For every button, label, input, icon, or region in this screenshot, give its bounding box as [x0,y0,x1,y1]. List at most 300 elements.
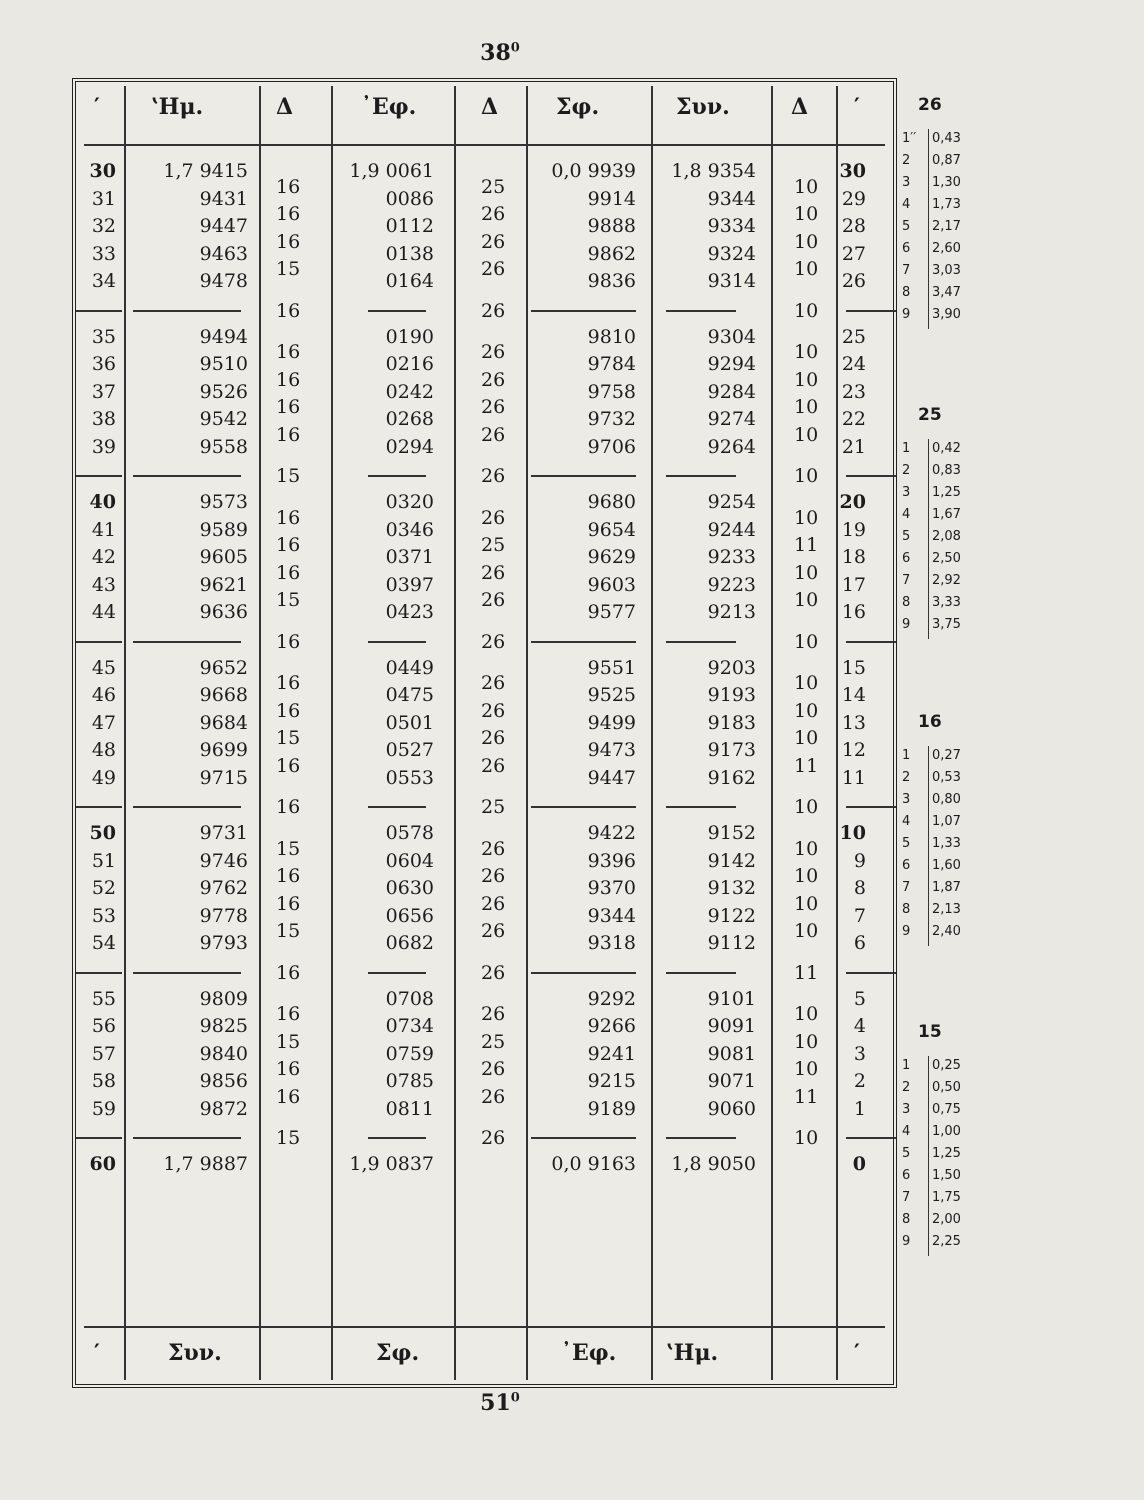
table-cell: 9304 [707,325,756,348]
minute-label-right: 10 [839,822,866,844]
pp-index: 2 [902,770,911,785]
minute-label-right: 24 [841,353,866,375]
pp-value: 0,43 [932,131,961,146]
table-cell: 9233 [707,546,756,568]
table-cell: 9422 [587,822,636,844]
pp-index: 7 [902,263,911,278]
group-separator [133,310,241,312]
group-separator [368,641,426,643]
difference-value: 16 [276,396,301,419]
difference-value: 16 [276,1058,301,1081]
difference-value: 10 [794,423,819,446]
difference-value: 26 [481,1003,506,1026]
pp-value: 0,80 [932,792,961,807]
column-footer: Σφ. [376,1340,420,1366]
table-cell: 1,7 9887 [163,1153,248,1175]
pp-index: 3 [902,1102,911,1117]
pp-value: 2,92 [932,573,961,588]
minute-label: 41 [91,518,116,541]
minute-label-right: 29 [841,187,866,210]
pp-table-head: 25 [918,405,942,425]
difference-value: 26 [481,837,506,860]
minute-label-right: 11 [841,766,866,789]
pp-divider [928,1056,929,1256]
minute-label-right: 25 [841,325,866,348]
table-cell: 0242 [385,380,434,403]
table-cell: 9473 [587,739,636,761]
difference-value: 25 [481,175,506,198]
table-cell: 9122 [707,904,756,927]
pp-value: 0,75 [932,1102,961,1117]
table-cell: 9060 [707,1097,756,1120]
group-separator [846,310,896,312]
group-separator [531,641,636,643]
difference-value: 10 [794,1058,819,1081]
difference-value: 10 [794,865,819,888]
group-separator [666,310,736,312]
difference-value: 15 [276,258,301,281]
table-cell: 9203 [707,656,756,679]
table-cell: 0759 [385,1042,434,1065]
table-cell: 9758 [587,380,636,403]
pp-index: 9 [902,307,911,322]
difference-value: 16 [276,796,301,819]
minute-label-right: 17 [841,573,866,596]
pp-value: 2,13 [932,902,961,917]
table-cell: 9684 [199,711,248,734]
table-cell: 9589 [199,518,248,541]
difference-value: 16 [276,341,301,364]
difference-value: 26 [481,258,506,281]
minute-label: 44 [91,601,116,623]
group-separator [666,972,736,974]
difference-value: 26 [481,630,506,653]
minute-label: 57 [91,1042,116,1065]
minute-label-right: 7 [853,904,866,927]
column-header: ᾽Εφ. [361,94,417,120]
difference-value: 16 [276,961,301,984]
pp-value: 1,67 [932,507,961,522]
footer-divider [84,1326,885,1328]
difference-value: 10 [794,506,819,529]
table-cell: 9213 [707,601,756,623]
difference-value: 16 [276,203,301,226]
minute-label-right: 2 [853,1070,866,1092]
pp-index: 9 [902,617,911,632]
minute-label-right: 20 [839,491,866,513]
group-separator [76,1137,122,1139]
difference-value: 15 [276,837,301,860]
difference-value: 26 [481,1058,506,1081]
difference-value: 16 [276,699,301,722]
minute-label: 34 [91,270,116,292]
difference-value: 26 [481,865,506,888]
pp-value: 3,75 [932,617,961,632]
table-cell: 9431 [199,187,248,210]
table-cell: 9396 [587,849,636,872]
column-header: Δ [481,94,499,120]
difference-value: 15 [276,920,301,943]
table-cell: 9142 [707,849,756,872]
pp-index: 2 [902,463,911,478]
minute-label-right: 0 [852,1153,866,1175]
group-separator [666,806,736,808]
column-header: ʽΗμ. [151,94,204,120]
minute-label-right: 8 [853,877,866,899]
difference-value: 10 [794,920,819,943]
pp-table [898,1022,978,1282]
difference-value: 16 [276,865,301,888]
table-cell: 9762 [199,877,248,899]
pp-index: 5 [902,1146,911,1161]
difference-value: 26 [481,1127,506,1150]
table-cell: 9856 [199,1070,248,1092]
pp-value: 1,73 [932,197,961,212]
table-cell: 0320 [385,491,434,513]
table-cell: 9526 [199,380,248,403]
page-title-top: $38^0$ [480,40,520,66]
difference-value: 11 [794,1085,819,1108]
pp-value: 0,25 [932,1058,961,1073]
minute-label-right: 26 [841,270,866,292]
pp-value: 3,47 [932,285,961,300]
table-cell: 9223 [707,573,756,596]
minute-label-right: 1 [853,1097,866,1120]
minute-label-right: 30 [839,160,866,182]
pp-value: 3,33 [932,595,961,610]
group-separator [531,806,636,808]
minute-label-right: 23 [841,380,866,403]
minute-label-right: 3 [853,1042,866,1065]
minute-label-right: 18 [841,546,866,568]
difference-value: 16 [276,423,301,446]
table-cell: 9699 [199,739,248,761]
group-separator [846,475,896,477]
table-cell: 9101 [707,987,756,1010]
pp-value: 0,42 [932,441,961,456]
difference-value: 16 [276,561,301,584]
group-separator [76,806,122,808]
minute-label: 32 [91,215,116,237]
difference-value: 26 [481,299,506,322]
pp-index: 8 [902,285,911,300]
difference-value: 10 [794,727,819,750]
minute-label: 30 [89,160,116,182]
difference-value: 10 [794,258,819,281]
minute-label: 60 [89,1153,116,1175]
group-separator [531,972,636,974]
pp-index: 6 [902,241,911,256]
table-cell: 9173 [707,739,756,761]
table-cell: 0734 [385,1015,434,1037]
group-separator [531,1137,636,1139]
minute-label: 46 [91,684,116,706]
difference-value: 16 [276,230,301,253]
table-cell: 9836 [587,270,636,292]
difference-value: 25 [481,534,506,557]
pp-index: 1′′ [902,131,917,146]
table-cell: 0397 [385,573,434,596]
group-separator [666,1137,736,1139]
difference-value: 10 [794,175,819,198]
group-separator [666,475,736,477]
pp-index: 5 [902,836,911,851]
table-cell: 0164 [385,270,434,292]
pp-value: 0,83 [932,463,961,478]
table-cell: 0112 [385,215,434,237]
table-cell: 9793 [199,932,248,954]
pp-value: 2,08 [932,529,961,544]
table-cell: 9081 [707,1042,756,1065]
table-cell: 9784 [587,353,636,375]
pp-index: 1 [902,1058,911,1073]
difference-value: 10 [794,892,819,915]
table-cell: 9621 [199,573,248,596]
table-cell: 9715 [199,766,248,789]
pp-value: 2,50 [932,551,961,566]
column-header: Δ [276,94,294,120]
minute-label: 37 [91,380,116,403]
difference-value: 10 [794,396,819,419]
difference-value: 26 [481,561,506,584]
difference-value: 15 [276,589,301,612]
pp-index: 6 [902,1168,911,1183]
column-footer: ᾽Εφ. [561,1340,617,1366]
pp-index: 8 [902,902,911,917]
difference-value: 25 [481,796,506,819]
pp-index: 3 [902,792,911,807]
minute-label: 33 [91,242,116,265]
difference-value: 10 [794,230,819,253]
table-cell: 9746 [199,849,248,872]
minute-label-right: 9 [853,849,866,872]
minute-label: 42 [91,546,116,568]
pp-value: 0,53 [932,770,961,785]
header-divider [84,144,885,146]
pp-index: 6 [902,551,911,566]
pp-value: 2,25 [932,1234,961,1249]
minute-label-right: 15 [841,656,866,679]
table-cell: 0138 [385,242,434,265]
table-cell: 9810 [587,325,636,348]
minute-label: 36 [91,353,116,375]
column-header: Συν. [676,94,730,120]
table-cell: 9132 [707,877,756,899]
table-cell: 9825 [199,1015,248,1037]
pp-index: 2 [902,1080,911,1095]
table-cell: 9324 [707,242,756,265]
minute-label: 56 [91,1015,116,1037]
pp-index: 8 [902,595,911,610]
minute-label-right: 22 [841,408,866,430]
group-separator [133,1137,241,1139]
group-separator [666,641,736,643]
pp-value: 1,25 [932,1146,961,1161]
difference-value: 10 [794,796,819,819]
table-cell: 9162 [707,766,756,789]
minute-label: 53 [91,904,116,927]
table-cell: 9499 [587,711,636,734]
difference-value: 26 [481,396,506,419]
group-separator [76,475,122,477]
table-cell: 9809 [199,987,248,1010]
table-cell: 9654 [587,518,636,541]
difference-value: 10 [794,1030,819,1053]
table-cell: 1,9 0061 [349,160,434,182]
pp-index: 9 [902,924,911,939]
difference-value: 26 [481,672,506,695]
pp-index: 6 [902,858,911,873]
pp-value: 0,50 [932,1080,961,1095]
table-cell: 1,7 9415 [163,160,248,182]
minute-label: 51 [91,849,116,872]
column-footer: Συν. [168,1340,222,1366]
group-separator [846,641,896,643]
table-cell: 1,8 9354 [671,160,756,182]
table-cell: 9264 [707,435,756,458]
table-cell: 9542 [199,408,248,430]
table-cell: 0190 [385,325,434,348]
table-cell: 9577 [587,601,636,623]
pp-index: 8 [902,1212,911,1227]
table-cell: 0371 [385,546,434,568]
table-cell: 0501 [385,711,434,734]
pp-table [898,405,978,665]
column-header: ′ [854,94,860,120]
group-separator [76,972,122,974]
table-cell: 9274 [707,408,756,430]
difference-value: 15 [276,465,301,488]
table-cell: 9551 [587,656,636,679]
minute-label: 39 [91,435,116,458]
minute-label: 31 [91,187,116,210]
column-header: ′ [94,94,100,120]
table-cell: 9629 [587,546,636,568]
pp-value: 1,87 [932,880,961,895]
pp-value: 1,50 [932,1168,961,1183]
difference-value: 25 [481,1030,506,1053]
table-cell: 0604 [385,849,434,872]
pp-index: 7 [902,880,911,895]
pp-index: 4 [902,814,911,829]
difference-value: 10 [794,561,819,584]
group-separator [133,972,241,974]
difference-value: 26 [481,341,506,364]
table-cell: 9314 [707,270,756,292]
pp-index: 5 [902,529,911,544]
minute-label: 45 [91,656,116,679]
pp-value: 1,07 [932,814,961,829]
pp-index: 7 [902,1190,911,1205]
column-footer: ′ [94,1340,100,1366]
minute-label: 49 [91,766,116,789]
minute-label: 38 [91,408,116,430]
difference-value: 26 [481,506,506,529]
table-cell: 9091 [707,1015,756,1037]
pp-value: 1,33 [932,836,961,851]
difference-value: 10 [794,465,819,488]
pp-value: 1,30 [932,175,961,190]
column-header: Σφ. [556,94,600,120]
difference-value: 10 [794,368,819,391]
difference-value: 16 [276,506,301,529]
table-cell: 9244 [707,518,756,541]
difference-value: 26 [481,203,506,226]
minute-label-right: 16 [841,601,866,623]
column-header: Δ [791,94,809,120]
pp-value: 1,25 [932,485,961,500]
difference-value: 10 [794,299,819,322]
minute-label-right: 28 [841,215,866,237]
group-separator [133,475,241,477]
table-cell: 9862 [587,242,636,265]
pp-index: 2 [902,153,911,168]
pp-table-head: 15 [918,1022,942,1042]
minute-label-right: 21 [841,435,866,458]
group-separator [846,1137,896,1139]
pp-table [898,712,978,972]
table-cell: 0346 [385,518,434,541]
difference-value: 15 [276,1127,301,1150]
pp-divider [928,746,929,946]
difference-value: 26 [481,589,506,612]
difference-value: 16 [276,672,301,695]
group-separator [368,1137,426,1139]
group-separator [846,806,896,808]
group-separator [531,475,636,477]
table-cell: 9732 [587,408,636,430]
minute-label: 40 [89,491,116,513]
table-cell: 9872 [199,1097,248,1120]
pp-index: 4 [902,1124,911,1139]
table-cell: 9603 [587,573,636,596]
table-cell: 9284 [707,380,756,403]
difference-value: 11 [794,754,819,777]
table-cell: 9680 [587,491,636,513]
pp-table-head: 26 [918,95,942,115]
minute-label-right: 6 [853,932,866,954]
difference-value: 26 [481,230,506,253]
difference-value: 10 [794,1003,819,1026]
table-cell: 0423 [385,601,434,623]
minute-label-right: 14 [841,684,866,706]
difference-value: 16 [276,754,301,777]
table-cell: 9241 [587,1042,636,1065]
table-cell: 0,0 9939 [551,160,636,182]
pp-index: 4 [902,197,911,212]
table-cell: 0294 [385,435,434,458]
pp-index: 1 [902,748,911,763]
pp-index: 7 [902,573,911,588]
difference-value: 16 [276,892,301,915]
group-separator [368,806,426,808]
table-cell: 9668 [199,684,248,706]
pp-value: 0,87 [932,153,961,168]
pp-value: 3,03 [932,263,961,278]
table-cell: 1,9 0837 [349,1153,434,1175]
minute-label: 52 [91,877,116,899]
group-separator [846,972,896,974]
difference-value: 10 [794,672,819,695]
table-cell: 9266 [587,1015,636,1037]
pp-value: 1,60 [932,858,961,873]
table-cell: 9254 [707,491,756,513]
minute-label-right: 13 [841,711,866,734]
table-cell: 9888 [587,215,636,237]
table-cell: 9525 [587,684,636,706]
log-table [72,78,897,1388]
difference-value: 15 [276,1030,301,1053]
